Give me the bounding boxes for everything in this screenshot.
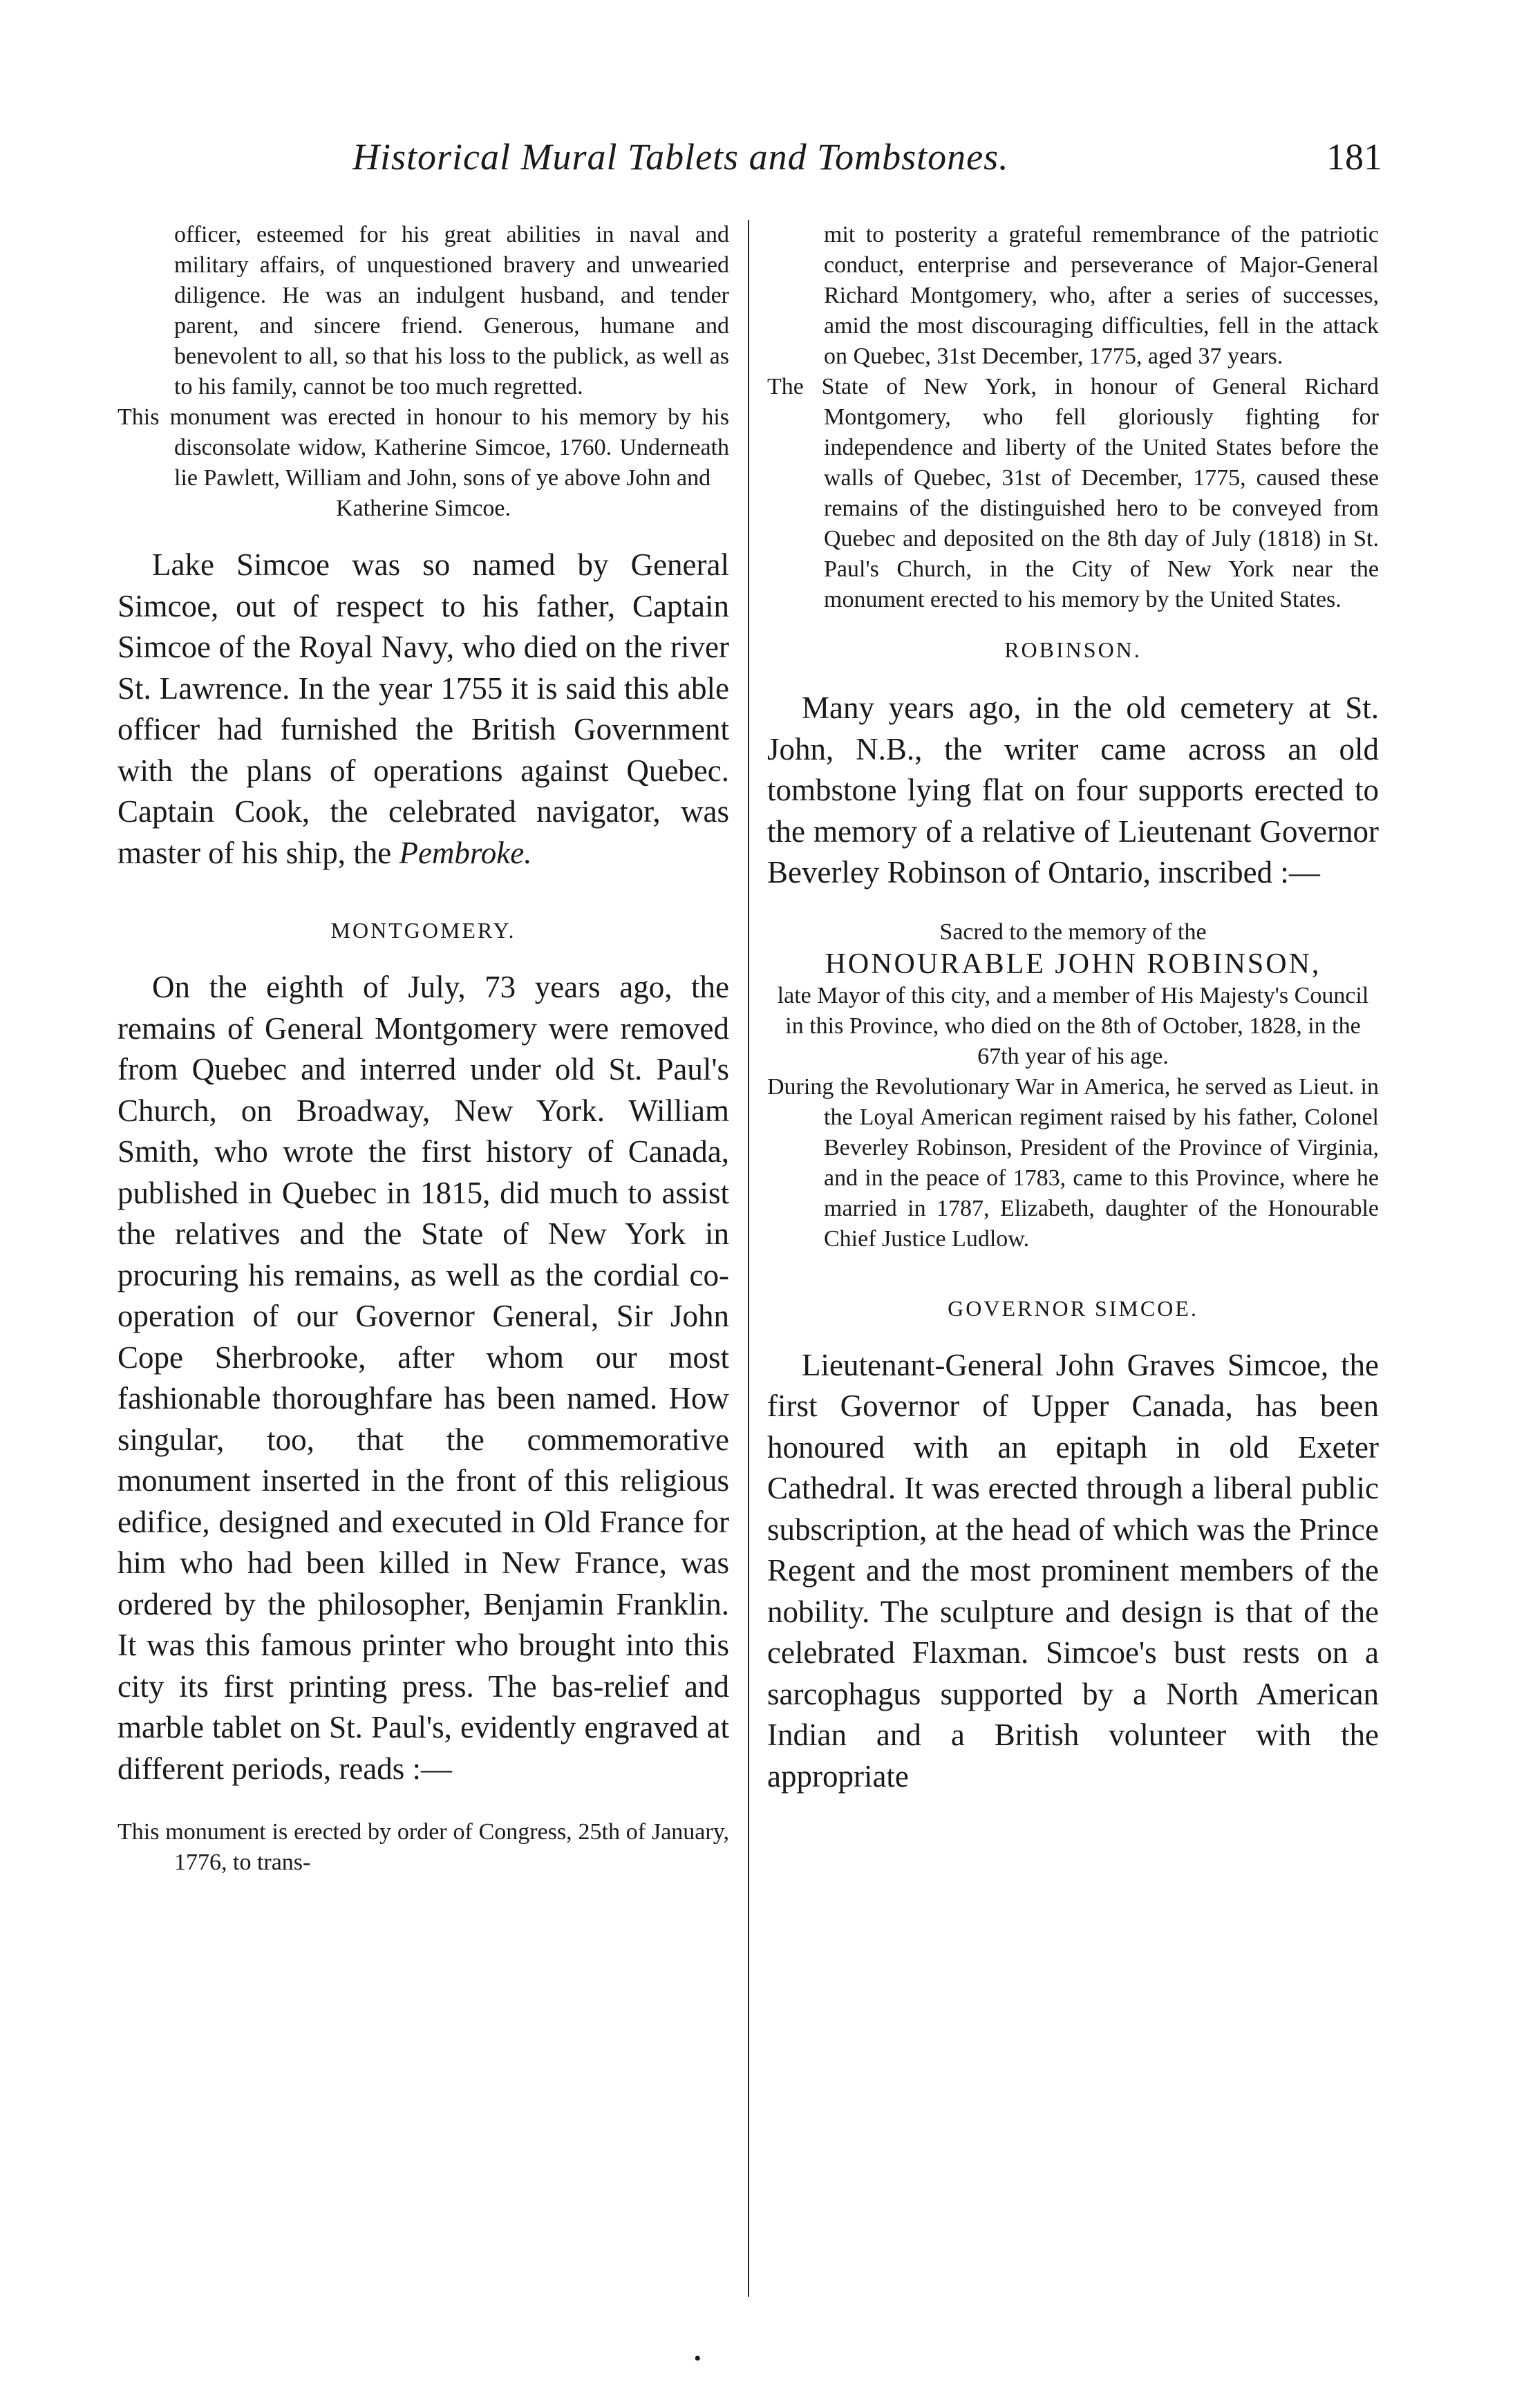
epitaph-dedication: This monument was erected in honour to his memory by his disconsolate widow, Katherine Simcoe, 1760. Underneath lie Pawlett, William and John, sons of ye above John and bbox=[117, 404, 729, 491]
ship-name: Pembroke. bbox=[399, 835, 532, 870]
left-column bbox=[117, 220, 729, 1878]
inscription-start: This monument is erected by order of Congress, 25th of January, 1776, to trans- bbox=[117, 1819, 729, 1875]
footer-mark: • bbox=[694, 2347, 702, 2370]
column-divider bbox=[748, 220, 749, 2297]
heading-governor-simcoe: GOVERNOR SIMCOE. bbox=[948, 1295, 1198, 1321]
paragraph-lake-simcoe-text: Lake Simcoe was so named by General Simcoe, out of respect to his father, Captain Simcoe of the Royal Navy, who died on the river St. Lawrence. In the year 1755 it is said this able officer had furnished the British Government with the plans of operations against Quebec. Captain Cook, the celebrated navigator, was master of his ship, the bbox=[117, 547, 729, 870]
heading-montgomery: MONTGOMERY. bbox=[330, 918, 516, 943]
robinson-war-text: During the Revolutionary War in America, he served as Lieut. in the Loyal American regiment raised by his father, Colonel Beverley Robinson, President of the Province of Virginia, and in the peace of 1783, came to this Province, where he married in 1787, Elizabeth, daughter of the Honourable Chief Justice Ludlow. bbox=[767, 1073, 1379, 1252]
paragraph-simcoe: Lieutenant-General John Graves Simcoe, the first Governor of Upper Canada, has been honoured with an epitaph in old Exeter Cathedral. It was erected through a liberal public subscription, at the head of which was the Prince Regent and the most prominent members of the nobility. The sculpture and design is that of the celebrated Flaxman. Simcoe's bust rests on a sarcophagus supported by a North American Indian and a British volunteer with the appropriate bbox=[767, 1347, 1379, 1794]
inscription-state: The State of New York, in honour of General Richard Montgomery, who fell gloriously fighting for independence and liberty of the United States before the walls of Quebec, 31st of December, 1775, caused these remains of the distinguished hero to be conveyed from Quebec and deposited on the 8th day of July (1818) in St. Paul's Church, in the City of New York near the monument erected to his memory by the United States. bbox=[767, 374, 1379, 612]
page-header bbox=[117, 135, 1382, 184]
right-column bbox=[767, 220, 1379, 1797]
page-number: 181 bbox=[1326, 136, 1382, 178]
paragraph-montgomery: On the eighth of July, 73 years ago, the remains of General Montgomery were removed from Quebec and interred under old St. Paul's Church, on Broadway, New York. William Smith, who wrote the first history of Canada, published in Quebec in 1815, did much to assist the relatives and the State of New York in procuring his remains, as well as the cordial co-operation of our Governor General, Sir John Cope Sherbrooke, after whom our most fashionable thoroughfare has been named. How singular, too, that the commemorative monument inserted in the front of this religious edifice, designed and executed in Old France for him who had been killed in New France, was ordered by the philosopher, Benjamin Franklin. It was this famous printer who brought into this city its first printing press. The bas-relief and marble tablet on St. Paul's, evidently engraved at different periods, reads :— bbox=[117, 970, 729, 1786]
robinson-name-line: HONOURABLE JOHN ROBINSON, bbox=[825, 948, 1321, 980]
epitaph-dedication-last: Katherine Simcoe. bbox=[335, 496, 511, 521]
robinson-sacred-line: Sacred to the memory of the bbox=[939, 919, 1207, 945]
paragraph-lake-simcoe bbox=[117, 545, 729, 874]
inscription-continued: mit to posterity a grateful remembrance of the patriotic conduct, enterprise and perseverance of Major-General Richard Montgomery, who, after a series of successes, amid the most discouraging difficulties, fell in the attack on Quebec, 31st December, 1775, aged 37 years. bbox=[824, 222, 1379, 369]
epitaph-continued: officer, esteemed for his great abilities in naval and military affairs, of unquestioned bravery and unwearied diligence. He was an indulgent husband, and tender parent, and sincere friend. Generous, humane and benevolent to all, so that his loss to the publick, as well as to his family, cannot be too much regretted. bbox=[174, 222, 729, 399]
running-title: Historical Mural Tablets and Tombstones. bbox=[352, 136, 1009, 178]
paragraph-robinson: Many years ago, in the old cemetery at St. John, N.B., the writer came across an old tombstone lying flat on four supports erected to the memory of a relative of Lieutenant Governor Beverley Robinson of Ontario, inscribed :— bbox=[767, 690, 1379, 890]
heading-robinson: ROBINSON. bbox=[1004, 637, 1142, 662]
robinson-mayor-text: late Mayor of this city, and a member of His Majesty's Council in this Province, who died on the 8th of October, 1828, in the 67th year of his age. bbox=[777, 982, 1369, 1069]
